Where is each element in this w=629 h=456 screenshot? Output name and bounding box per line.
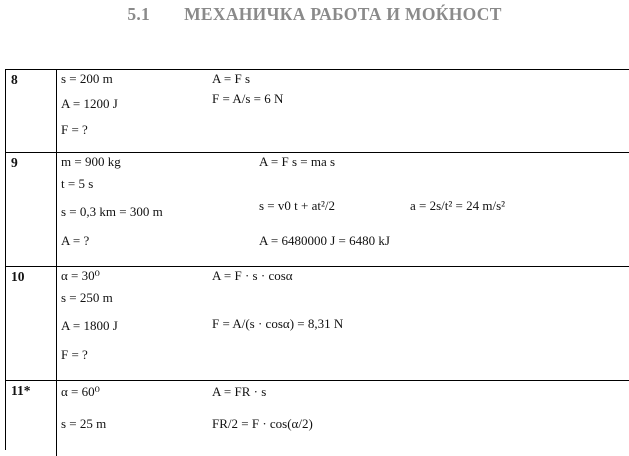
problem-number: 11*: [11, 383, 31, 398]
problem-row: [6, 267, 629, 381]
section-heading: [0, 4, 629, 25]
solution-line: A = 6480000 J = 6480 kJ: [259, 233, 390, 248]
solution-line: A = F · s · cosα: [212, 268, 293, 283]
solution-line: A = FR · s: [212, 384, 267, 399]
given-line: α = 30⁰: [61, 268, 100, 283]
given-line: A = 1200 J: [61, 96, 118, 111]
given-line: s = 200 m: [61, 71, 113, 86]
section-title: МЕХАНИЧКА РАБОТА И МОЌНОСТ: [184, 4, 502, 24]
given-line: s = 0,3 km = 300 m: [61, 204, 163, 219]
problem-number: 10: [11, 269, 25, 284]
problems-table: [5, 69, 629, 450]
solution-line: s = v0 t + at²/2: [259, 198, 335, 213]
solution-line: A = F s = ma s: [259, 154, 336, 169]
solution-line: F = A/(s · cosα) = 8,31 N: [212, 316, 344, 331]
given-line: F = ?: [61, 122, 88, 137]
solution-line: F = A/s = 6 N: [212, 91, 284, 106]
given-line: m = 900 kg: [61, 154, 121, 169]
problem-number: 9: [11, 155, 18, 170]
given-line: A = ?: [61, 233, 90, 248]
problem-number: 8: [11, 72, 18, 87]
given-line: t = 5 s: [61, 176, 94, 191]
solution-line: FR/2 = F · cos(α/2): [212, 416, 313, 431]
given-line: s = 25 m: [61, 416, 107, 431]
given-line: s = 250 m: [61, 290, 113, 305]
section-number: 5.1: [127, 4, 151, 24]
solution-line: A = F s: [212, 71, 251, 86]
given-line: α = 60⁰: [61, 384, 100, 399]
given-line: A = 1800 J: [61, 318, 118, 333]
given-line: F = ?: [61, 347, 88, 362]
problem-row: [6, 153, 629, 267]
solution-line: a = 2s/t² = 24 m/s²: [410, 198, 506, 213]
problem-row: [6, 70, 629, 153]
